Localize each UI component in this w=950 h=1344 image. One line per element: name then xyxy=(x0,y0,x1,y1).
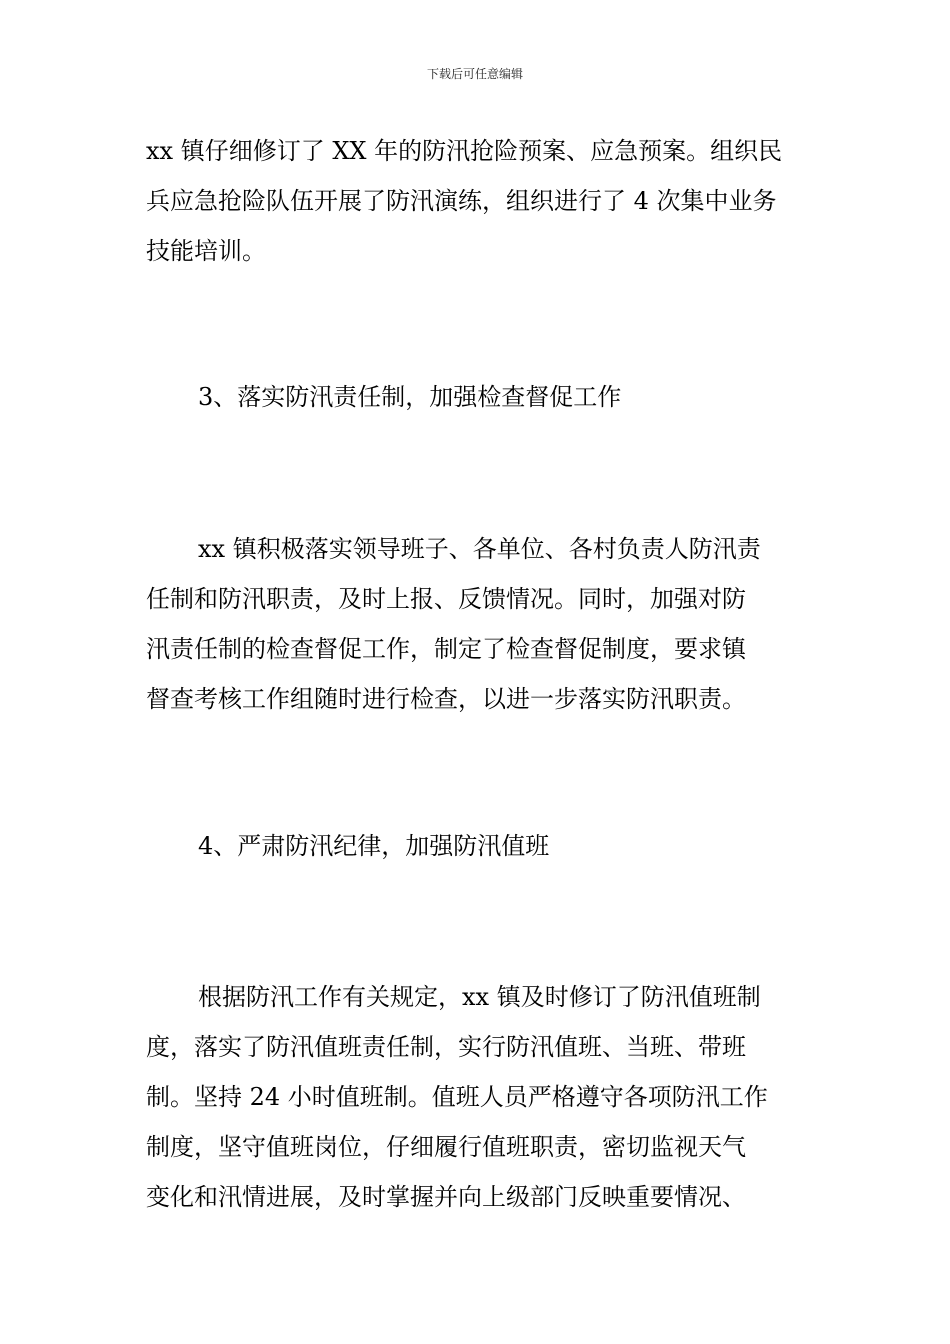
heading-text: 3、落实防汛责任制，加强检查督促工作 xyxy=(198,383,622,411)
text-line: 变化和汛情进展，及时掌握并向上级部门反映重要情况、 xyxy=(146,1183,746,1211)
text-line: 度，落实了防汛值班责任制，实行防汛值班、当班、带班 xyxy=(146,1033,746,1061)
text-line: 任制和防汛职责，及时上报、反馈情况。同时，加强对防 xyxy=(146,585,746,613)
paragraph-drill-training xyxy=(146,126,808,276)
text-line: 制。坚持 24 小时值班制。值班人员严格遵守各项防汛工作 xyxy=(146,1083,768,1111)
text-line: xx 镇仔细修订了 XX 年的防汛抢险预案、应急预案。组织民 xyxy=(146,137,783,165)
text-line: 制度，坚守值班岗位，仔细履行值班职责，密切监视天气 xyxy=(146,1133,746,1161)
text-line: xx 镇积极落实领导班子、各单位、各村负责人防汛责 xyxy=(198,535,761,563)
text-line: 汛责任制的检查督促工作，制定了检查督促制度，要求镇 xyxy=(146,635,746,663)
text-line: 兵应急抢险队伍开展了防汛演练，组织进行了 4 次集中业务 xyxy=(146,187,777,215)
heading-text: 4、严肃防汛纪律，加强防汛值班 xyxy=(198,832,550,860)
text-line: 督查考核工作组随时进行检查，以进一步落实防汛职责。 xyxy=(146,685,746,713)
page-header: 下载后可任意编辑 xyxy=(426,67,523,81)
section-heading-3 xyxy=(146,372,808,422)
text-line: 根据防汛工作有关规定，xx 镇及时修订了防汛值班制 xyxy=(198,983,761,1011)
text-line: 技能培训。 xyxy=(146,237,266,265)
paragraph-responsibility xyxy=(146,524,808,724)
paragraph-duty-system xyxy=(146,972,808,1222)
section-heading-4 xyxy=(146,821,808,871)
